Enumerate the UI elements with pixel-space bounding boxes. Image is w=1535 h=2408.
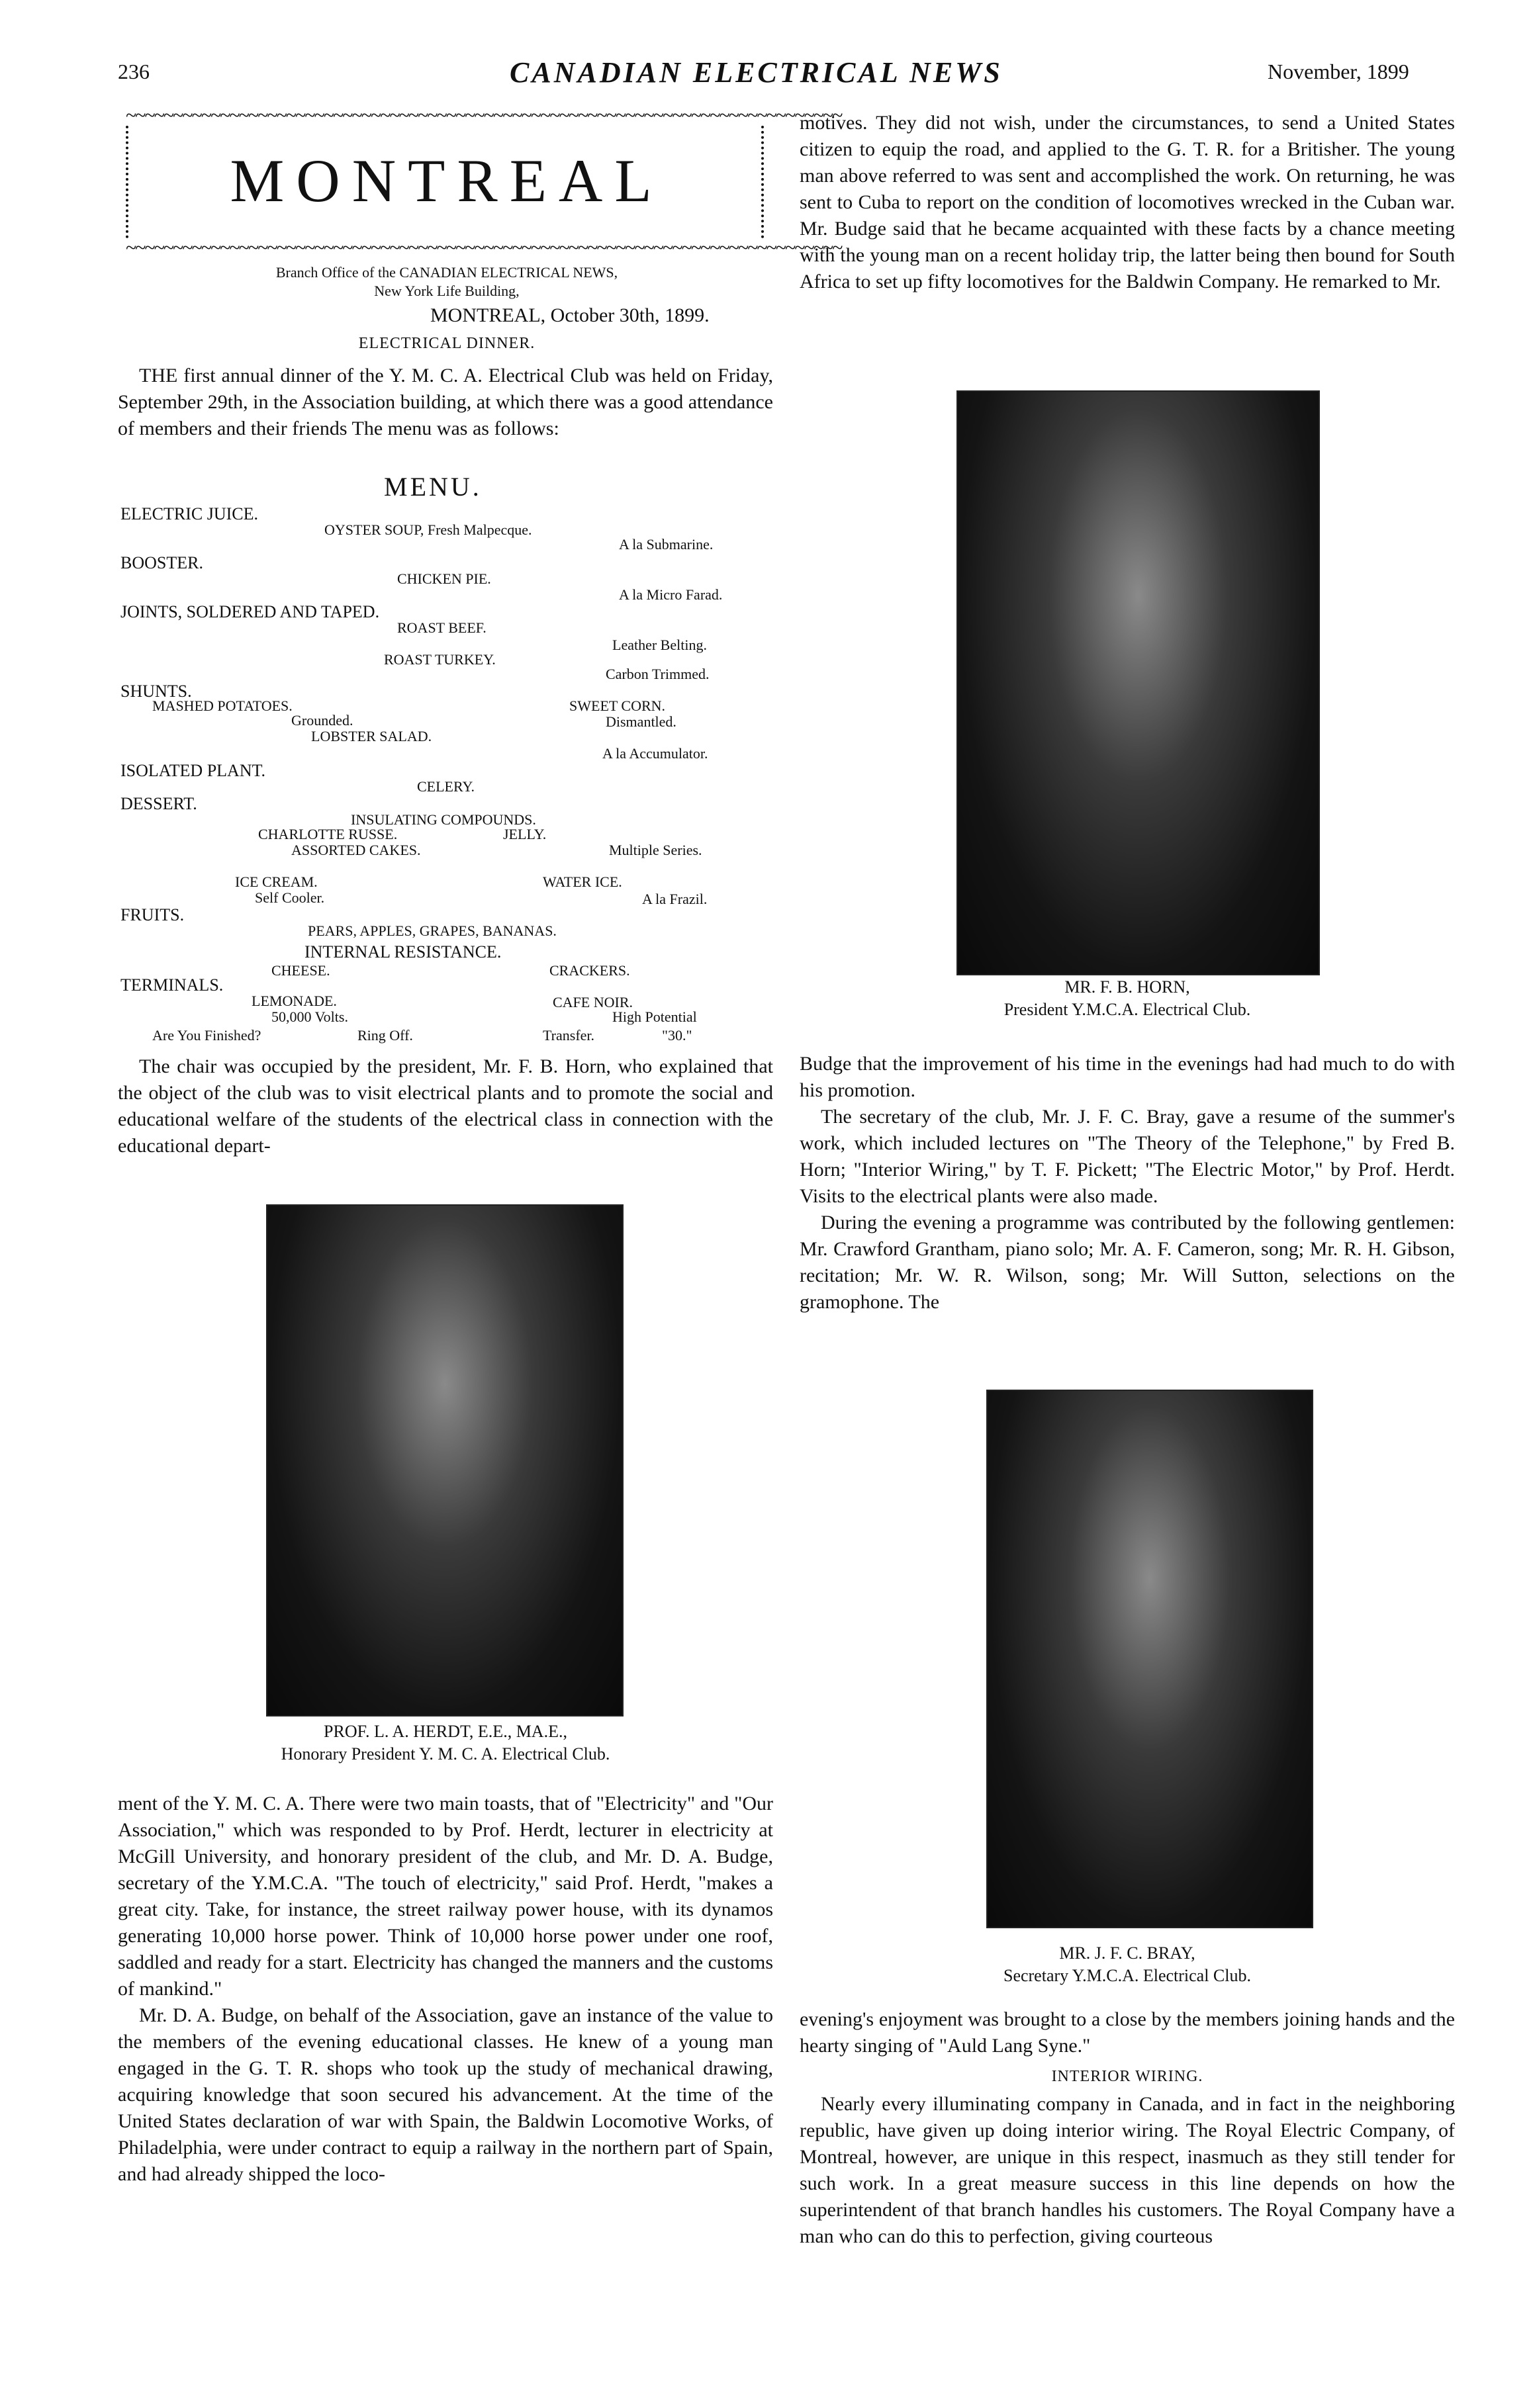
col2-paragraphs-bottom xyxy=(800,2006,1455,2250)
menu-sweet-corn: SWEET CORN. xyxy=(569,697,666,714)
dateline-place-date: MONTREAL, October 30th, 1899. xyxy=(430,304,710,326)
banner-title: MONTREAL xyxy=(230,147,664,214)
portrait-herdt xyxy=(266,1204,624,1717)
col1-para2-text: ment of the Y. M. C. A. There were two main toasts, that of "Electricity" and "Our Association," which was responded to by Prof. Herdt, lecturer in electricity at McGill University, and honorary president of the club, and Mr. D. A. Budge, secretary of the Y.M.C.A. "The touch of electricity," said Prof. Herdt, "makes a great city. Take, for instance, the street railway power house, with its dynamos generating 10,000 horse power. Think of 10,000 horse power under one roof, saddled and ready for a start. Electricity has changed the manners and the customs of mankind." xyxy=(118,1793,773,2000)
menu-charlotte-russe: CHARLOTTE RUSSE. xyxy=(258,826,398,842)
menu-volts: 50,000 Volts. xyxy=(271,1008,348,1025)
menu-self-cooler: Self Cooler. xyxy=(255,889,325,906)
banner-border-right xyxy=(761,126,768,238)
banner-border-bottom: ~~~~~~~~~~~~~~~~~~~~~~~~~~~~~~~~~~~~~~~~~~~~~~~~~~~~~~~~~~~~~~~~~~~~~~~~~~~~ xyxy=(126,237,842,259)
col1-para1-text: The chair was occupied by the president, Mr. F. B. Horn, who explained that the object of the club was to visit electrical plants and to promote the social and educational welfare of the students of the electrical class in connection with the educational depart- xyxy=(118,1055,773,1157)
menu-roast-turkey: ROAST TURKEY. xyxy=(384,651,496,668)
menu-ring-off: Ring Off. xyxy=(357,1027,413,1044)
menu-frazil: A la Frazil. xyxy=(642,891,708,907)
menu-dessert: DESSERT. xyxy=(120,794,197,813)
caption-horn-title: President Y.M.C.A. Electrical Club. xyxy=(1003,1000,1251,1019)
caption-herdt-name: PROF. L. A. HERDT, E.E., MA.E., xyxy=(324,1722,567,1741)
dateline-building: New York Life Building, xyxy=(374,283,520,299)
section-heading-interior-wiring: INTERIOR WIRING. xyxy=(1051,2068,1203,2085)
menu-joints: JOINTS, SOLDERED AND TAPED. xyxy=(120,602,380,621)
col1-paragraph-toasts xyxy=(118,1791,773,2188)
dateline xyxy=(126,263,768,300)
intro-paragraph xyxy=(118,363,773,442)
menu-transfer: Transfer. xyxy=(543,1027,595,1044)
menu-high-potential: High Potential xyxy=(612,1008,697,1025)
menu-lobster-salad: LOBSTER SALAD. xyxy=(311,728,432,744)
menu-fruits: FRUITS. xyxy=(120,905,185,924)
publication-title: CANADIAN ELECTRICAL NEWS xyxy=(510,56,1003,89)
menu-jelly: JELLY. xyxy=(503,826,547,842)
caption-bray-name: MR. J. F. C. BRAY, xyxy=(1059,1943,1195,1963)
menu-electric-juice: ELECTRIC JUICE. xyxy=(120,504,258,523)
menu-finished: Are You Finished? xyxy=(152,1027,261,1044)
menu-shunts: SHUNTS. xyxy=(120,682,192,701)
menu-cafe-noir: CAFE NOIR. xyxy=(553,994,633,1010)
caption-horn-name: MR. F. B. HORN, xyxy=(1064,977,1190,997)
intro-text: THE first annual dinner of the Y. M. C. A. Electrical Club was held on Friday, September 29th, in the Association building, at which there was a good attendance of members and their friends The menu was as follows: xyxy=(118,365,773,439)
issue-date: November, 1899 xyxy=(1268,60,1409,83)
montreal-banner xyxy=(126,105,842,259)
portrait-bray xyxy=(986,1390,1313,1928)
menu-ice-cream: ICE CREAM. xyxy=(235,873,318,890)
menu-assorted-cakes: ASSORTED CAKES. xyxy=(291,842,421,858)
menu-celery: CELERY. xyxy=(417,778,475,795)
menu-cheese: CHEESE. xyxy=(271,962,330,979)
menu-lemonade: LEMONADE. xyxy=(252,993,337,1009)
section-heading-electrical-dinner: ELECTRICAL DINNER. xyxy=(358,335,535,352)
menu-accumulator: A la Accumulator. xyxy=(602,745,708,762)
col2-para2-text: Budge that the improvement of his time in the evenings had had much to do with his promotion. xyxy=(800,1053,1455,1101)
menu-multiple-series: Multiple Series. xyxy=(609,842,702,858)
col2-para3-text: The secretary of the club, Mr. J. F. C. Bray, gave a resume of the summer's work, which included lectures on "The Theory of the Telephone," by Fred B. Horn; "Interior Wiring," by T. F. Pickett; "The Electric Motor," by Prof. Herdt. Visits to the electrical plants were also made. xyxy=(800,1106,1455,1207)
col2-paragraph-motives xyxy=(800,110,1455,295)
menu-dismantled: Dismantled. xyxy=(606,713,676,730)
caption-herdt-title: Honorary President Y. M. C. A. Electrical Club. xyxy=(281,1744,610,1763)
menu-isolated-plant: ISOLATED PLANT. xyxy=(120,761,266,780)
col2-para6-text: Nearly every illuminating company in Canada, and in fact in the neighboring republic, have given up doing interior wiring. The Royal Electric Company, of Montreal, however, are unique in this respect, inasmuch as they still tender for such work. In a great measure success in this line depends on how the superintendent of that branch handles his customers. The Royal Company have a man who can do this to perfection, giving courteous xyxy=(800,2093,1455,2247)
menu-roast-beef: ROAST BEEF. xyxy=(397,619,487,636)
menu-crackers: CRACKERS. xyxy=(549,962,630,979)
caption-bray xyxy=(800,1942,1455,1987)
col2-para5-text: evening's enjoyment was brought to a close by the members joining hands and the hearty singing of "Auld Lang Syne." xyxy=(800,2008,1455,2057)
menu-mashed-potatoes: MASHED POTATOES. xyxy=(152,697,293,714)
menu-booster: BOOSTER. xyxy=(120,553,203,572)
menu-grounded: Grounded. xyxy=(291,712,353,729)
menu-fruit-list: PEARS, APPLES, GRAPES, BANANAS. xyxy=(308,922,557,939)
banner-border-left xyxy=(126,126,132,238)
caption-horn xyxy=(800,976,1455,1021)
menu-chicken-pie: CHICKEN PIE. xyxy=(397,570,491,587)
menu-insulating-compounds: INSULATING COMPOUNDS. xyxy=(351,811,536,828)
menu-leather-belting: Leather Belting. xyxy=(612,637,707,653)
col2-paragraphs-middle xyxy=(800,1051,1455,1315)
menu-internal-resistance: INTERNAL RESISTANCE. xyxy=(304,942,502,961)
menu-submarine: A la Submarine. xyxy=(619,536,714,553)
dateline-office: Branch Office of the CANADIAN ELECTRICAL NEWS, xyxy=(275,264,618,281)
menu-micro-farad: A la Micro Farad. xyxy=(619,586,723,603)
caption-bray-title: Secretary Y.M.C.A. Electrical Club. xyxy=(1003,1966,1252,1985)
page-number: 236 xyxy=(118,60,150,83)
menu-title: MENU. xyxy=(384,472,482,502)
col2-para4-text: During the evening a programme was contributed by the following gentlemen: Mr. Crawford Grantham, piano solo; Mr. A. F. Cameron, song; Mr. R. H. Gibson, recitation; Mr. W. R. Wilson, song; Mr. Will Sutton, selections on the gramophone. The xyxy=(800,1212,1455,1313)
menu-terminals: TERMINALS. xyxy=(120,975,224,995)
menu-oyster-soup: OYSTER SOUP, Fresh Malpecque. xyxy=(324,521,532,538)
portrait-horn xyxy=(956,390,1320,975)
caption-herdt xyxy=(118,1720,773,1765)
col2-para1-text: motives. They did not wish, under the circumstances, to send a United States citizen to equip the road, and applied to the G. T. R. for a Britisher. The young man above referred to was sent and accomplished the work. On returning, he was sent to Cuba to report on the condition of locomotives wrecked in the Cuban war. Mr. Budge said that he became acquainted with these facts by a chance meeting with the young man on a recent holiday trip, the latter being then bound for South Africa to set up fifty locomotives for the Baldwin Company. He remarked to Mr. xyxy=(800,112,1455,292)
menu-carbon-trimmed: Carbon Trimmed. xyxy=(606,666,710,682)
col1-para3-text: Mr. D. A. Budge, on behalf of the Association, gave an instance of the value to the members of the evening educational classes. He knew of a young man engaged in the G. T. R. shops who took up the study of mechanical drawing, acquiring knowledge that soon secured his advancement. At the time of the United States declaration of war with Spain, the Baldwin Locomotive Works, of Philadelphia, were under contract to equip a railway in the northern part of Spain, and had already shipped the loco- xyxy=(118,2004,773,2185)
banner-border-top: ~~~~~~~~~~~~~~~~~~~~~~~~~~~~~~~~~~~~~~~~~~~~~~~~~~~~~~~~~~~~~~~~~~~~~~~~~~~~ xyxy=(126,105,842,126)
menu-thirty: "30." xyxy=(662,1027,692,1044)
menu-water-ice: WATER ICE. xyxy=(543,873,622,890)
col1-paragraph-chair xyxy=(118,1053,773,1159)
